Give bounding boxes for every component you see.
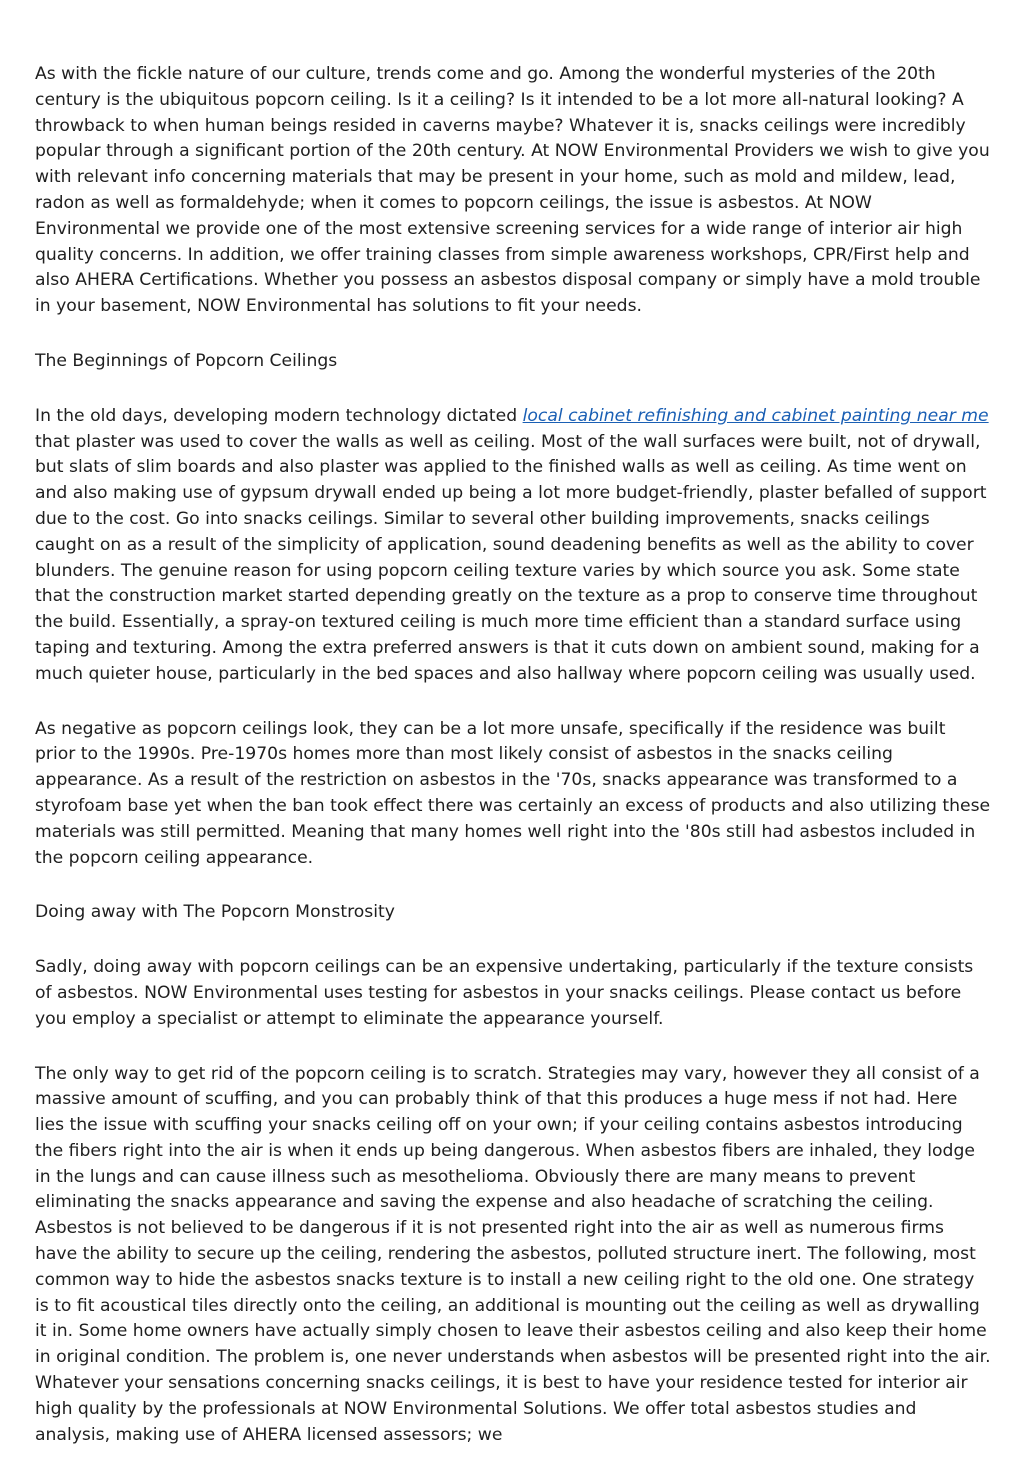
paragraph-only-way: The only way to get rid of the popcorn ceiling is to scratch. Strategies may vary, however they all consist of a massive amount of scuffing, and you can probably think of that this produces a huge mess if not had. Here lies the issue with scuffing your snacks ceiling off on your own; if your ceiling contains asbestos introducing the fibers right into the air is when it ends up being dangerous. When asbestos fibers are inhaled, they lodge in the lungs and can cause illness such as mesothelioma. Obviously there are many means to prevent eliminating the snacks appearance and saving the expense and also headache of scratching the ceiling. Asbestos is not believed to be dangerous if it is not presented right into the air as well as numerous firms have the ability to secure up the ceiling, rendering the asbestos, polluted structure inert. The following, most common way to hide the asbestos snacks texture is to install a new ceiling right to the old one. One strategy is to fit acoustical tiles directly onto the ceiling, an additional is mounting out the ceiling as well as drywalling it in. Some home owners have actually simply chosen to leave their asbestos ceiling and also keep their home in original condition. The problem is, one never understands when asbestos will be presented right into the air. Whatever your sensations concerning snacks ceilings, it is best to have your residence tested for interior air high quality by the professionals at NOW Environmental Solutions. We offer total asbestos studies and analysis, making use of AHERA licensed assessors; we (35, 1063, 991, 1445)
section-heading-beginnings: The Beginnings of Popcorn Ceilings (35, 350, 338, 371)
paragraph-old-days (35, 404, 991, 688)
paragraph-text-before-link: In the old days, developing modern technology dictated (35, 405, 523, 426)
cabinet-refinishing-link[interactable]: local cabinet refinishing and cabinet painting near me (522, 405, 989, 426)
paragraph-text-after-link: that plaster was used to cover the walls as well as ceiling. Most of the wall surfaces were built, not of drywall, but slats of slim boards and also plaster was applied to the finished walls as well as ceiling. As time went on and also making use of gypsum drywall ended up being a lot more budget-friendly, plaster befalled of support due to the cost. Go into snacks ceilings. Similar to several other building improvements, snacks ceilings caught on as a result of the simplicity of application, sound deadening benefits as well as the ability to cover blunders. The genuine reason for using popcorn ceiling texture varies by which source you ask. Some state that the construction market started depending greatly on the texture as a prop to conserve time throughout the build. Essentially, a spray-on textured ceiling is much more time efficient than a standard surface using taping and texturing. Among the extra preferred answers is that it cuts down on ambient sound, making for a much quieter house, particularly in the bed spaces and also hallway where popcorn ceiling was usually used. (35, 431, 987, 684)
document-body (35, 62, 991, 1477)
paragraph-negative: As negative as popcorn ceilings look, they can be a lot more unsafe, specifically if the residence was built prior to the 1990s. Pre-1970s homes more than most likely consist of asbestos in the snacks ceiling appearance. As a result of the restriction on asbestos in the '70s, snacks appearance was transformed to a styrofoam base yet when the ban took effect there was certainly an excess of products and also utilizing these materials was still permitted. Meaning that many homes well right into the '80s still had asbestos included in the popcorn ceiling appearance. (35, 718, 991, 868)
paragraph-sadly: Sadly, doing away with popcorn ceilings can be an expensive undertaking, particularly if the texture consists of asbestos. NOW Environmental uses testing for asbestos in your snacks ceilings. Please contact us before you employ a specialist or attempt to eliminate the appearance yourself. (35, 957, 974, 1029)
paragraph-intro: As with the fickle nature of our culture, trends come and go. Among the wonderful mysteries of the 20th century is the ubiquitous popcorn ceiling. Is it a ceiling? Is it intended to be a lot more all-natural looking? A throwback to when human beings resided in caverns maybe? Whatever it is, snacks ceilings were incredibly popular through a significant portion of the 20th century. At NOW Environmental Providers we wish to give you with relevant info concerning materials that may be present in your home, such as mold and mildew, lead, radon as well as formaldehyde; when it comes to popcorn ceilings, the issue is asbestos. At NOW Environmental we provide one of the most extensive screening services for a wide range of interior air high quality concerns. In addition, we offer training classes from simple awareness workshops, CPR/First help and also AHERA Certifications. Whether you possess an asbestos disposal company or simply have a mold trouble in your basement, NOW Environmental has solutions to fit your needs. (35, 64, 990, 317)
section-heading-doing-away: Doing away with The Popcorn Monstrosity (35, 902, 395, 923)
